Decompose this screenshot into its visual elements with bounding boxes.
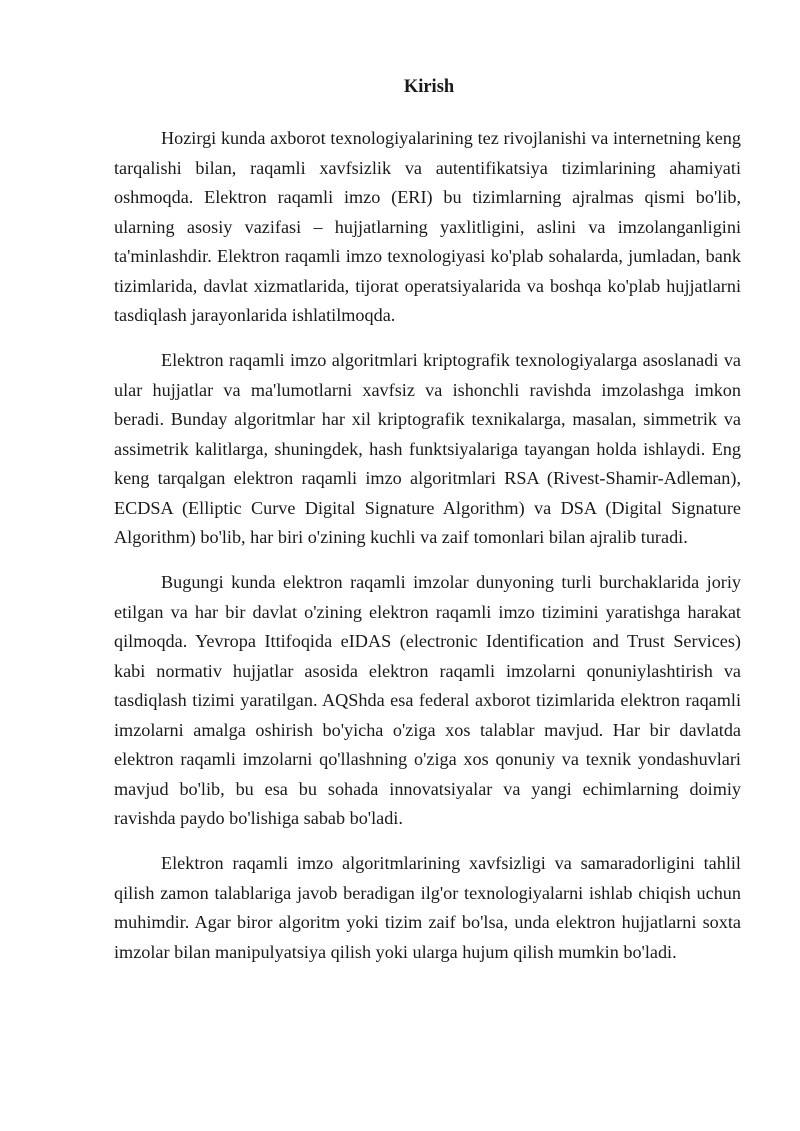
paragraph-3: Bugungi kunda elektron raqamli imzolar dunyoning turli burchaklarida joriy etilgan va har bir davlat o'zining elektron raqamli imzo tizimini yaratishga harakat qilmoqda. Yevropa Ittifoqida eIDAS (electronic Identification and Trust Services) kabi normativ hujjatlar asosida elektron raqamli imzolarni qonuniylashtirish va tasdiqlash tizimi yaratilgan. AQShda esa federal axborot tizimlarida elektron raqamli imzolarni amalga oshirish bo'yicha o'ziga xos talablar mavjud. Har bir davlatda elektron raqamli imzolarni qo'llashning o'ziga xos qonuniy va texnik yondashuvlari mavjud bo'lib, bu esa bu sohada innovatsiyalar va yangi echimlarning doimiy ravishda paydo bo'lishiga sabab bo'ladi. xyxy=(114,572,741,828)
paragraph-4: Elektron raqamli imzo algoritmlarining xavfsizligi va samaradorligini tahlil qilish zamon talablariga javob beradigan ilg'or texnologiyalarni ishlab chiqish uchun muhimdir. Agar biror algoritm yoki tizim zaif bo'lsa, unda elektron hujjatlarni soxta imzolar bilan manipulyatsiya qilish yoki ularga hujum qilish mumkin bo'ladi. xyxy=(114,853,741,962)
page-title: Kirish xyxy=(403,77,455,97)
paragraph-2: Elektron raqamli imzo algoritmlari kriptografik texnologiyalarga asoslanadi va ular hujjatlar va ma'lumotlarni xavfsiz va ishonchli ravishda imzolashga imkon beradi. Bunday algoritmlar har xil kriptografik texnikalarga, masalan, simmetrik va assimetrik kalitlarga, shuningdek, hash funktsiyalariga tayangan holda ishlaydi. Eng keng tarqalgan elektron raqamli imzo algoritmlari RSA (Rivest-Shamir-Adleman), ECDSA (Elliptic Curve Digital Signature Algorithm) va DSA (Digital Signature Algorithm) bo'lib, har biri o'zining kuchli va zaif tomonlari bilan ajralib turadi. xyxy=(114,350,741,547)
paragraph-1: Hozirgi kunda axborot texnologiyalarining tez rivojlanishi va internetning keng tarqalishi bilan, raqamli xavfsizlik va autentifikatsiya tizimlarining ahamiyati oshmoqda. Elektron raqamli imzo (ERI) bu tizimlarning ajralmas qismi bo'lib, ularning asosiy vazifasi – hujjatlarning yaxlitligini, aslini va imzolanganligini ta'minlashdir. Elektron raqamli imzo texnologiyasi ko'plab sohalarda, jumladan, bank tizimlarida, davlat xizmatlarida, tijorat operatsiyalarida va boshqa ko'plab hujjatlarni tasdiqlash jarayonlarida ishlatilmoqda. xyxy=(114,128,741,325)
document-body xyxy=(114,124,741,967)
